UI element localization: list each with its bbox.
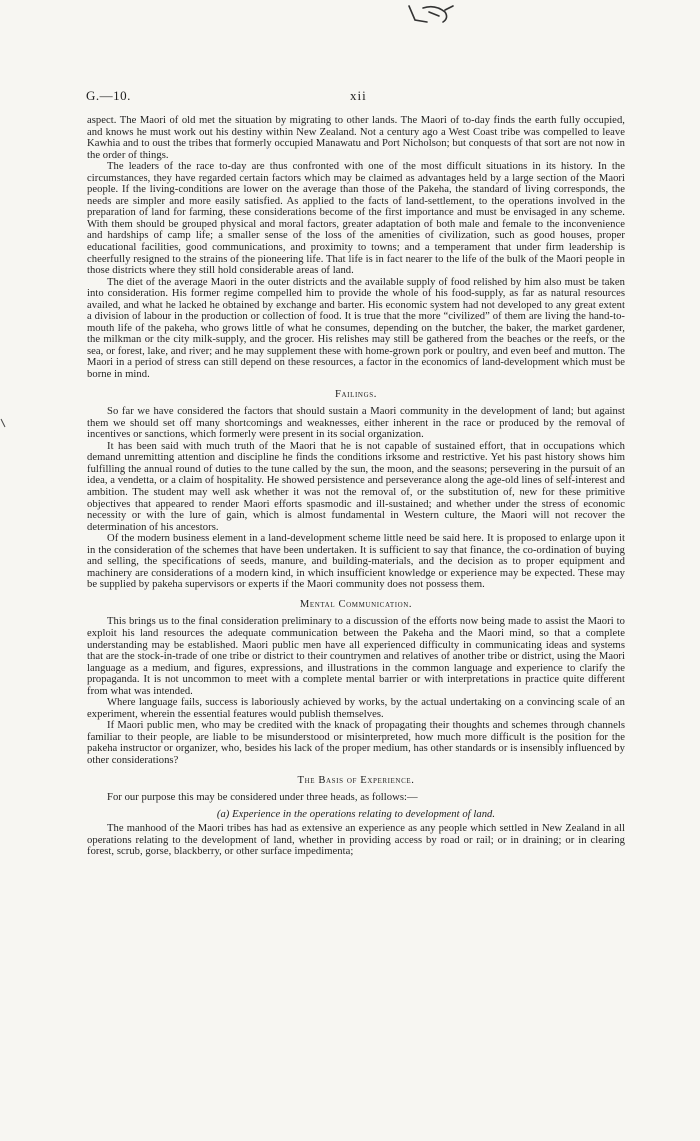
handwritten-mark [405, 2, 465, 28]
subsection-heading-a: (a) Experience in the operations relating to development of land. [216, 808, 496, 820]
paragraph: Where language fails, success is laboriously achieved by works, by the actual undertaking on a convincing scale of an experiment, wherein the essential features would publish themselves. [87, 697, 625, 720]
paragraph: For our purpose this may be considered under three heads, as follows:— [107, 792, 418, 804]
paragraph: The leaders of the race to-day are thus confronted with one of the most difficult situations in its history. In the circumstances, they have regarded certain factors which may be claimed as advantages held by a large section of the Maori people. If the living-conditions are lower on the average than those of the Pakeha, the standard of living corresponds, the needs are simpler and more easily satisfied. As applied to the facts of land-settlement, to the operations involved in the preparation of land for farming, these considerations become of the first importance and must be envisaged in any scheme. With them should be grouped physical and moral factors, greater adaptation of both male and female to the inconvenience and hardships of camp life; a smaller sense of the loss of the amenities of civilization, such as good houses, proper educational facilities, good communications, and proximity to towns; and a temperament that under firm leadership is cheerfully resigned to the strains of the pioneering life. That life is in fact nearer to the life of the bulk of the Maori people in those districts where they still hold considerable areas of land. [87, 161, 625, 277]
document-body [87, 115, 625, 858]
paragraph: So far we have considered the factors that should sustain a Maori community in the development of land; but against them we should set off many shortcomings and weaknesses, either inherent in the race or produced by the removal of incentives or sanctions, which formerly were present in its social organization. [87, 406, 625, 441]
section-heading-basis-of-experience: The Basis of Experience. [297, 774, 415, 786]
page-number: xii [350, 88, 367, 103]
paragraph: Of the modern business element in a land-development scheme little need be said here. It is proposed to enlarge upon it in the consideration of the schemes that have been undertaken. It is sufficient to say that finance, the co-ordination of buying and selling, the specifications of seeds, manure, and building-materials, and the decision as to proper equipment and machinery are considerations of a modern kind, in which insufficient knowledge or experience may be expected. These may be supplied by pakeha supervisors or experts if the Maori community does not possess them. [87, 533, 625, 591]
paragraph: The manhood of the Maori tribes has had as extensive an experience as any people which settled in New Zealand in all operations relating to the development of land, whether in providing access by road or rail; or in draining; or in clearing forest, scrub, gorse, blackberry, or other surface impedimenta; [87, 823, 625, 858]
document-code: G.—10. [86, 88, 131, 103]
paragraph: The diet of the average Maori in the outer districts and the available supply of food relished by him also must be taken into consideration. His former regime compelled him to provide the whole of his food-supply, as far as natural resources availed, and what he lacked he obtained by exchange and barter. His economic system had not developed to any great extent a division of labour in the production or collection of food. It is true that the more “civilized” of them are living the hand-to-mouth life of the pakeha, who grows little of what he consumes, depending on the butcher, the baker, the market gardener, the milkman or the city milk-supply, and the grocer. His relishes may still be gathered from the beaches or the reefs, or the sea, or forest, lake, and river; and he may supplement these with home-grown pork or poultry, and even beef and mutton. The Maori in a period of stress can still depend on these resources, a factor in the economics of land-development which must be borne in mind. [87, 276, 625, 381]
section-heading-failings: Failings. [335, 388, 377, 400]
paragraph: If Maori public men, who may be credited with the knack of propagating their thoughts and schemes through channels familiar to their people, are liable to be misunderstood or misinterpreted, how much more difficult is the position for the pakeha instructor or organizer, who, besides his lack of the proper medium, has other standards or is insensibly influenced by other considerations? [87, 720, 625, 766]
paragraph: This brings us to the final consideration preliminary to a discussion of the efforts now being made to assist the Maori to exploit his land resources the adequate communication between the Pakeha and the Maori mind, so that a complete understanding may be established. Maori public men have all experienced difficulty in communicating ideas and systems that are the stock-in-trade of one tribe or district to their countrymen and relatives of another tribe or district, using the Maori language as a medium, and figures, expressions, and illustrations in the common language and experience to clarify the propaganda. It is not uncommon to meet with a complete mental barrier or with interpretations in practice quite different from what was intended. [87, 616, 625, 697]
paragraph: It has been said with much truth of the Maori that he is not capable of sustained effort, that in occupations which demand unremitting attention and discipline he finds the conditions irksome and restrictive. Yet his past history shows him fulfilling the annual round of duties to the tune called by the sun, the moon, and the seasons; persevering in the pursuit of an idea, a vendetta, or a claim of hospitality. He showed persistence and perseverance along the age-old lines of self-interest and ambition. The student may well ask whether it was not the removal of, or the substitution of, new for these primitive objectives that appeared to render Maori efforts spasmodic and ill-sustained; and whether under the stress of economic necessity or with the lure of gain, which is almost fundamental in Western culture, the Maori will not recover the determination of his ancestors. [87, 440, 625, 533]
margin-mark [0, 418, 6, 428]
paragraph: aspect. The Maori of old met the situation by migrating to other lands. The Maori of to-day finds the earth fully occupied, and knows he must work out his destiny within New Zealand. Not a century ago a West Coast tribe was compelled to leave Kawhia and to oust the tribes that formerly occupied Manawatu and Port Nicholson; but conquests of that sort are not now in the order of things. [87, 115, 625, 161]
page-header [0, 88, 700, 108]
section-heading-mental-communication: Mental Communication. [299, 598, 413, 610]
